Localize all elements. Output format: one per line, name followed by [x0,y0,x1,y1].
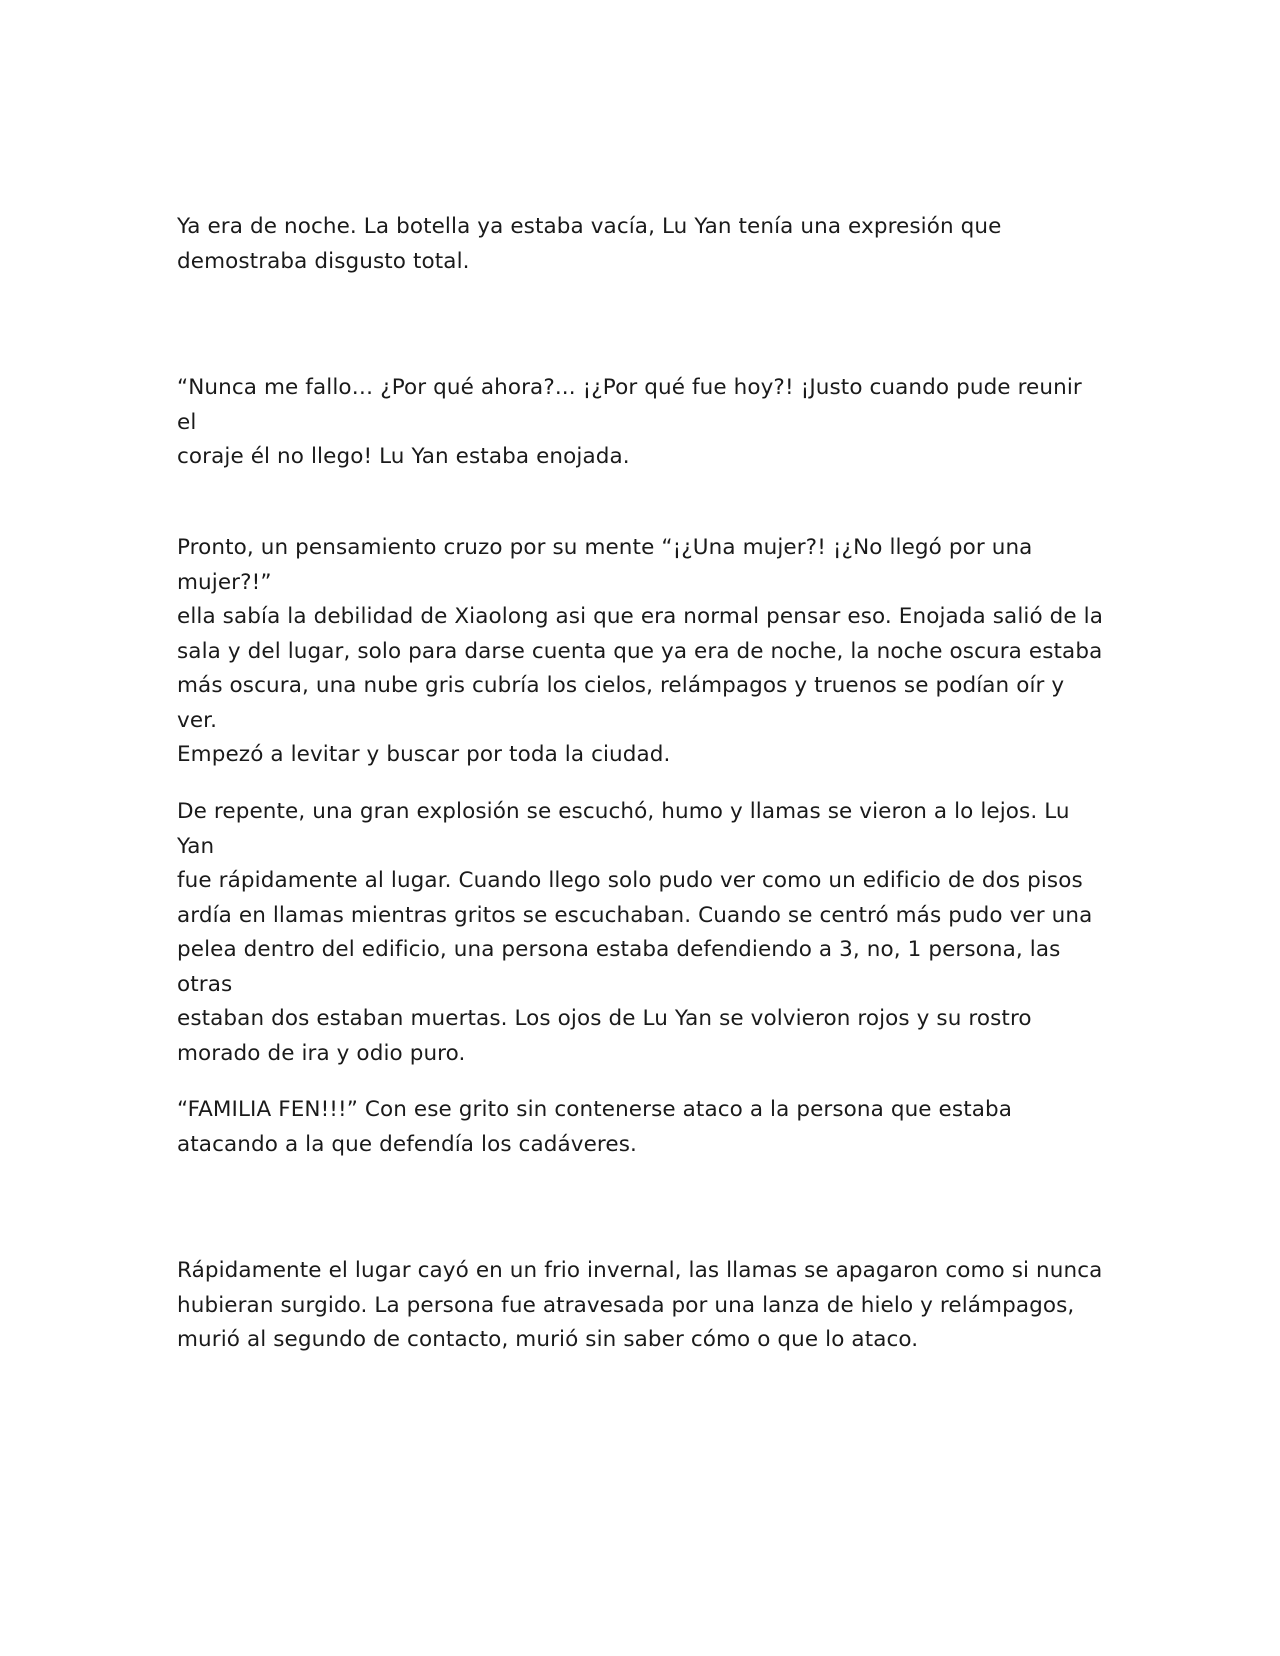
paragraph: De repente, una gran explosión se escuchó, humo y llamas se vieron a lo lejos. Lu Yan fue rápidamente al lugar. Cuando llego solo pudo ver como un edificio de dos pisos ardía en llamas mientras gritos se escuchaban. Cuando se centró más pudo ver una pelea dentro del edificio, una persona estaba defendiendo a 3, no, 1 persona, las otras estaban dos estaban muertas. Los ojos de Lu Yan se volvieron rojos y su rostro morado de ira y odio puro. [177,799,1093,1066]
paragraph: Pronto, un pensamiento cruzo por su mente “¡¿Una mujer?! ¡¿No llegó por una mujer?!” ella sabía la debilidad de Xiaolong asi que era normal pensar eso. Enojada salió de la sala y del lugar, solo para darse cuenta que ya era de noche, la noche oscura estaba más oscura, una nube gris cubría los cielos, relámpagos y truenos se podían oír y ver. Empezó a levitar y buscar por toda la ciudad. [177,535,1104,767]
paragraph: “Nunca me fallo… ¿Por qué ahora?... ¡¿Por qué fue hoy?! ¡Justo cuando pude reunir el coraje él no llego! Lu Yan estaba enojada. [177,375,1082,469]
paragraph: Ya era de noche. La botella ya estaba vacía, Lu Yan tenía una expresión que demostraba disgusto total. [177,214,1002,274]
paragraph: “FAMILIA FEN!!!” Con ese grito sin contenerse ataco a la persona que estaba atacando a la que defendía los cadáveres. [177,1097,1013,1157]
paragraph: Rápidamente el lugar cayó en un frio invernal, las llamas se apagaron como si nunca hubieran surgido. La persona fue atravesada por una lanza de hielo y relámpagos, murió al segundo de contacto, murió sin saber cómo o que lo ataco. [177,1258,1103,1352]
